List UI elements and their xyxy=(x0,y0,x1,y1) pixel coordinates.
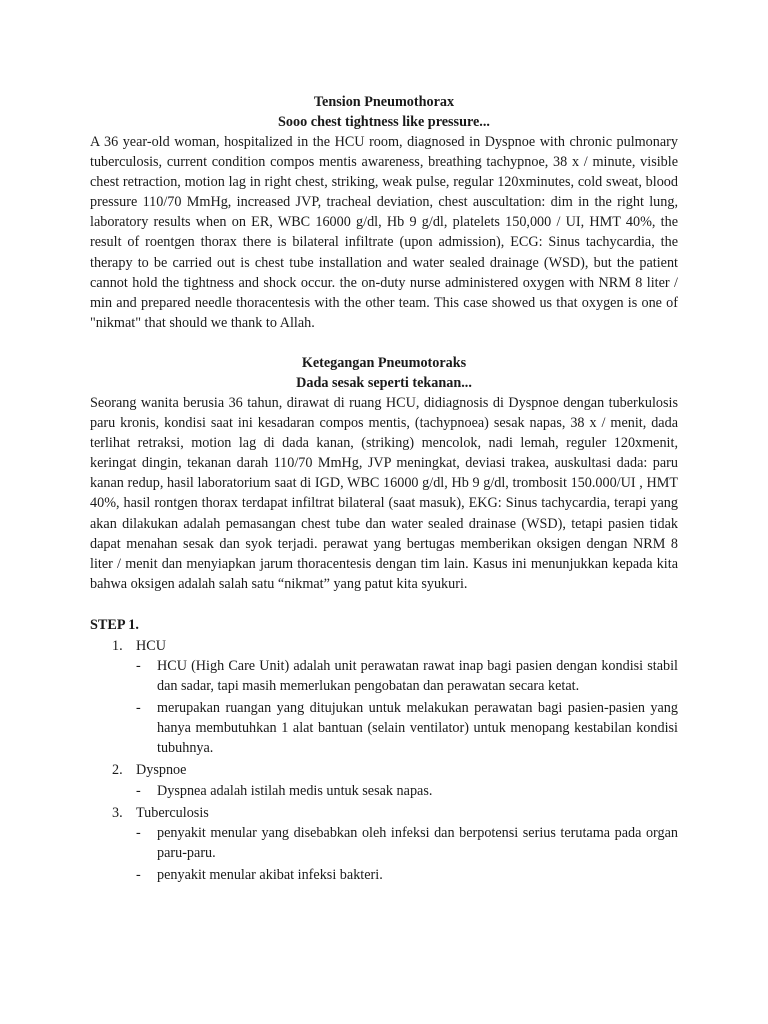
definition-list xyxy=(136,823,678,885)
dash-bullet: - xyxy=(136,657,141,674)
step-term-list xyxy=(90,636,678,885)
term-item-hcu xyxy=(90,636,678,759)
definition-item xyxy=(136,656,678,696)
indonesian-section xyxy=(90,353,678,594)
dash-bullet: - xyxy=(136,866,141,883)
definition-item xyxy=(136,781,678,801)
definition-text: merupakan ruangan yang ditujukan untuk melakukan perawatan bagi pasien-pasien yang hanya membutuhkan 1 alat bantuan (selain ventilator) untuk menopang kestabilan kondisi tubuhnya. xyxy=(157,700,678,757)
term-label: HCU xyxy=(136,637,166,654)
definition-list xyxy=(136,656,678,758)
dash-bullet: - xyxy=(136,700,141,717)
definition-text: penyakit menular yang disebabkan oleh infeksi dan berpotensi serius terutama pada organ paru-paru. xyxy=(157,824,678,861)
term-label: Tuberculosis xyxy=(136,804,209,821)
english-section xyxy=(90,92,678,333)
term-label: Dyspnoe xyxy=(136,762,187,779)
definition-text: Dyspnea adalah istilah medis untuk sesak napas. xyxy=(157,782,433,799)
definition-list xyxy=(136,781,678,801)
term-item-tuberculosis xyxy=(90,803,678,885)
term-number: 3. xyxy=(112,804,123,821)
dash-bullet: - xyxy=(136,782,141,799)
step-heading: STEP 1. xyxy=(90,616,139,633)
definition-item xyxy=(136,698,678,758)
indonesian-case-paragraph: Seorang wanita berusia 36 tahun, dirawat di ruang HCU, didiagnosis di Dyspnoe dengan tuberkulosis paru kronis, kondisi saat ini kesadaran compos mentis, (tachypnoea) sesak napas, 38 x / menit, dada terlihat retraksi, motion lag di dada kanan, (striking) mencolok, nadi lemah, reguler 120xmenit, keringat dingin, tekanan darah 110/70 MmHg, JVP meningkat, deviasi trakea, auskultasi dada: paru kanan redup, hasil laboratorium saat di IGD, WBC 16000 g/dl, Hb 9 g/dl, trombosit 150.000/UI , HMT 40%, hasil rontgen thorax terdapat infiltrat bilateral (saat masuk), EKG: Sinus tachycardia, terapi yang akan dilakukan adalah pemasangan chest tube dan water sealed drainase (WSD), tetapi pasien tidak dapat menahan sesak dan syok terjadi. perawat yang bertugas memberikan oksigen dengan NRM 8 liter / menit dan menyiapkan jarum thoracentesis dengan tim lain. Kasus ini menunjukkan kepada kita bahwa oksigen adalah salah satu “nikmat” yang patut kita syukuri. xyxy=(90,394,678,592)
english-title: Tension Pneumothorax xyxy=(313,94,455,110)
indonesian-subtitle: Dada sesak seperti tekanan... xyxy=(296,374,472,391)
term-number: 2. xyxy=(112,762,123,779)
definition-text: penyakit menular akibat infeksi bakteri. xyxy=(157,866,383,883)
indonesian-title: Ketegangan Pneumotoraks xyxy=(301,354,467,371)
definition-text: HCU (High Care Unit) adalah unit perawatan rawat inap bagi pasien dengan kondisi stabil dan sadar, tapi masih memerlukan pengobatan dan perawatan secara ketat. xyxy=(157,657,678,695)
definition-item xyxy=(136,823,678,863)
english-case-paragraph: A 36 year-old woman, hospitalized in the HCU room, diagnosed in Dyspnoe with chronic pulmonary tuberculosis, current condition compos mentis awareness, breathing tachypnoe, 38 x / minute, visible chest retraction, motion lag in right chest, striking, weak pulse, regular 120xminutes, cold sweat, blood pressure 110/70 MmHg, increased JVP, tracheal deviation, chest auscultation: dim in the right lung, laboratory results when on ER, WBC 16000 g/dl, Hb 9 g/dl, platelets 150,000 / UI, HMT 40%, the result of roentgen thorax there is bilateral infiltrate (upon admission), ECG: Sinus tachycardia, the therapy to be carried out is chest tube installation and water sealed drainage (WSD), but the patient cannot hold the tightness and shock occur. the on-duty nurse administered oxygen with NRM 8 liter / min and prepared needle thoracentesis with the other team. This case showed us that oxygen is one of "nikmat" that should we thank to Allah. xyxy=(90,134,678,331)
term-item-dyspnoe xyxy=(90,760,678,800)
definition-item xyxy=(136,865,678,885)
dash-bullet: - xyxy=(136,824,141,841)
english-subtitle: Sooo chest tightness like pressure... xyxy=(278,114,490,130)
term-number: 1. xyxy=(112,637,123,654)
document-page xyxy=(90,92,678,887)
